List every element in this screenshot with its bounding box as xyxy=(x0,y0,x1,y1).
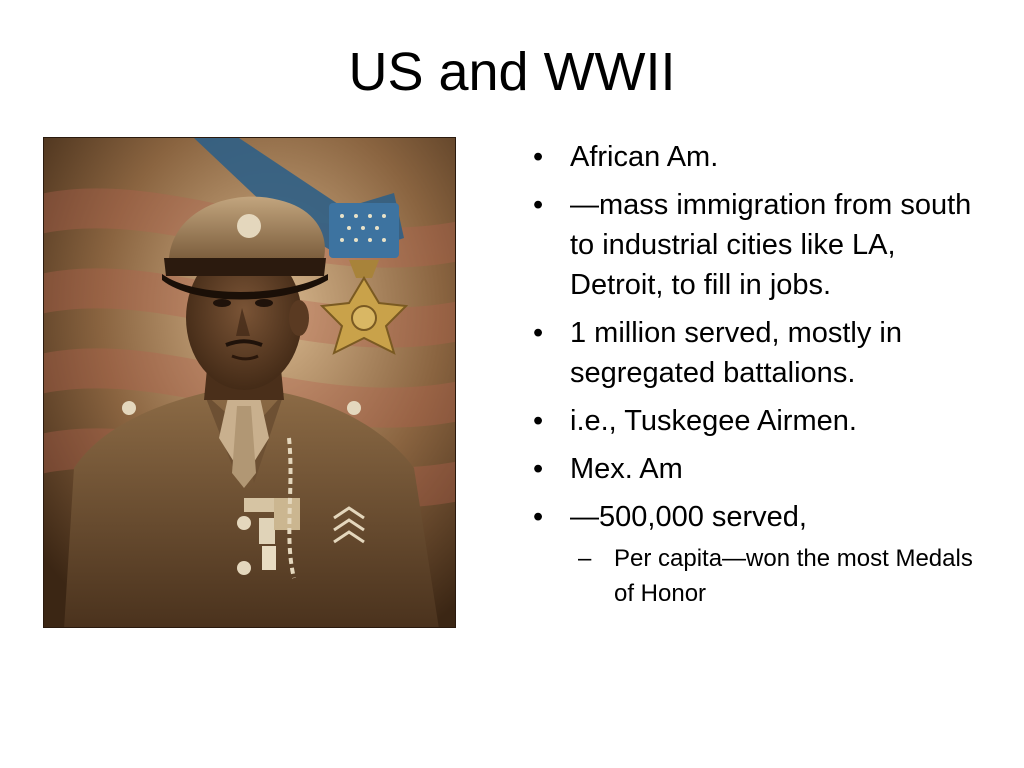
bullet-item: • i.e., Tuskegee Airmen. xyxy=(533,401,993,441)
bullet-list xyxy=(533,137,993,611)
bullet-item: • African Am. xyxy=(533,137,993,177)
slide-title: US and WWII xyxy=(348,42,676,102)
bullet-item: • 1 million served, mostly in segregated battalions. xyxy=(533,313,993,393)
bullet-item: • —500,000 served, xyxy=(533,497,993,537)
sub-bullet-item: – Per capita—won the most Medals of Honor xyxy=(533,541,993,611)
soldier-portrait-image xyxy=(43,137,456,628)
bullet-item: • —mass immigration from south to industrial cities like LA, Detroit, to fill in jobs. xyxy=(533,185,993,305)
bullet-item: • Mex. Am xyxy=(533,449,993,489)
